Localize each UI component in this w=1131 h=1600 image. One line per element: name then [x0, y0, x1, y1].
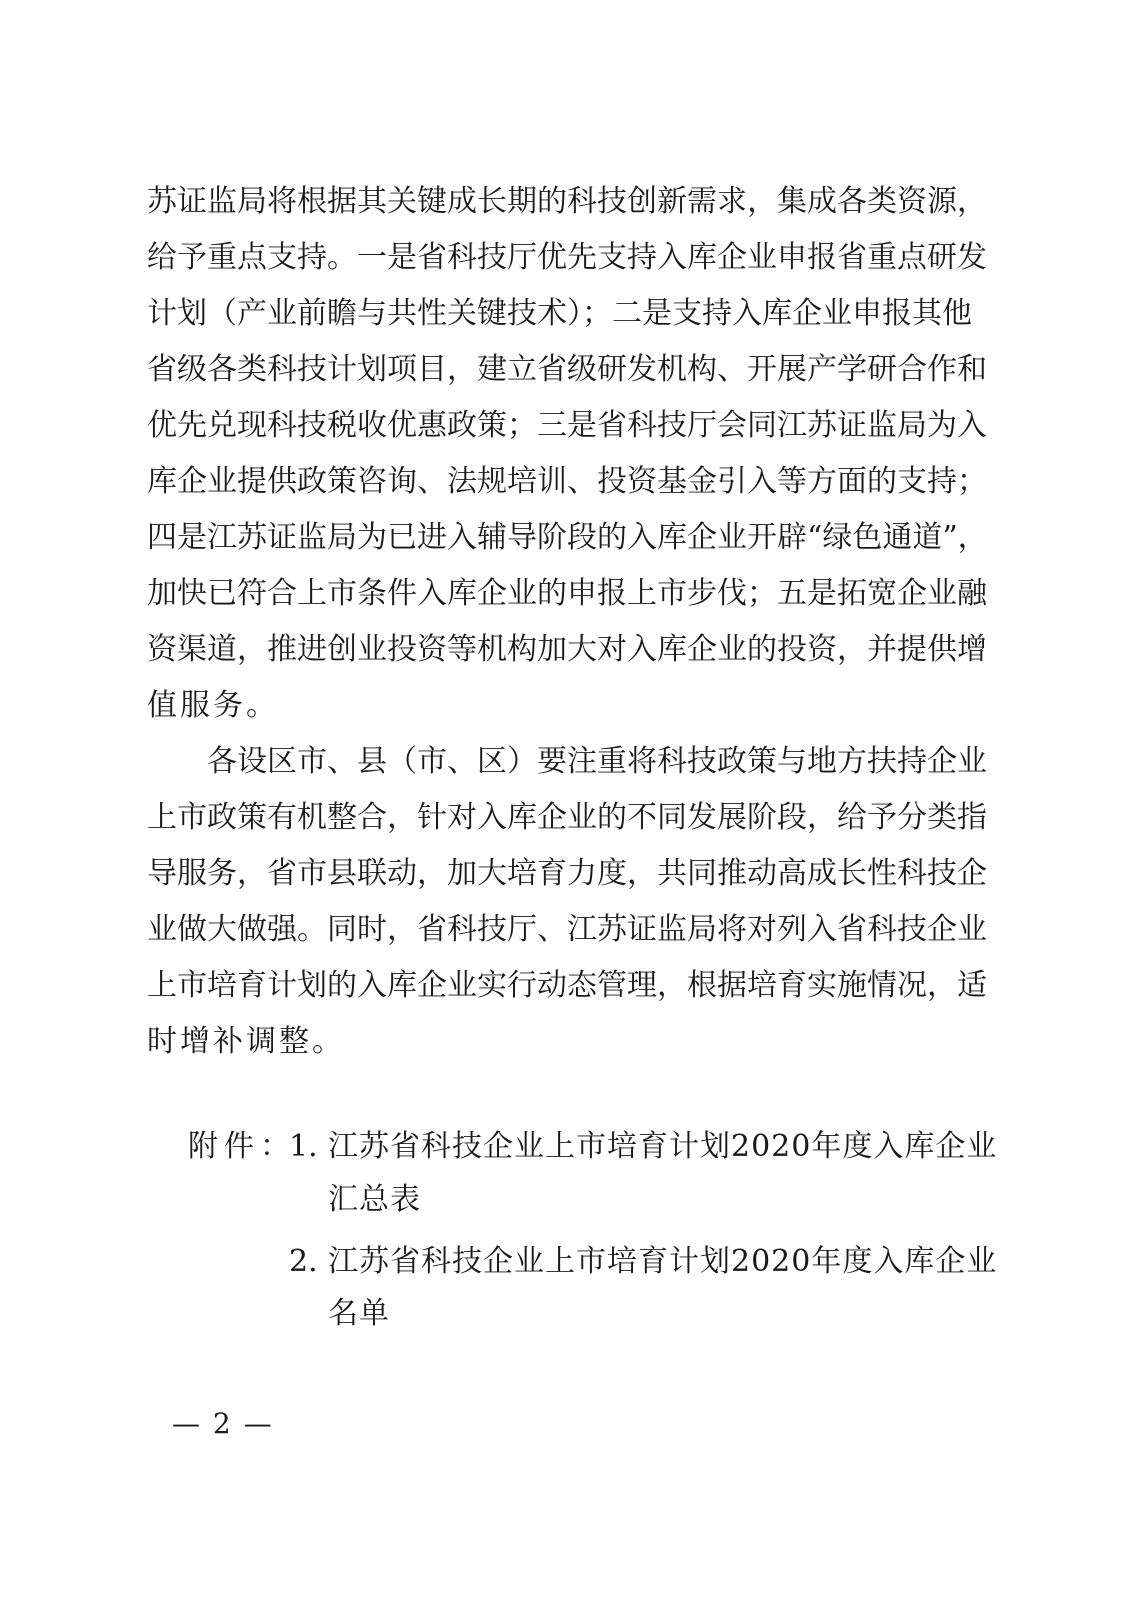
- attachment-number: 1.: [289, 1129, 318, 1164]
- text-line: 计划（产业前瞻与共性关键技术）；二是支持入库企业申报其他: [147, 296, 972, 331]
- text-line: 业做大做强。同时，省科技厅、江苏证监局将对列入省科技企业: [147, 912, 987, 947]
- attachment-title-line: 江苏省科技企业上市培育计划2020年度入库企业: [328, 1129, 998, 1164]
- text-line: 苏证监局将根据其关键成长期的科技创新需求，集成各类资源，: [147, 184, 987, 219]
- text-line: 省级各类科技计划项目，建立省级研发机构、开展产学研合作和: [147, 352, 987, 387]
- attachments-label: 附件：: [188, 1129, 296, 1164]
- text-line: 导服务，省市县联动，加大培育力度，共同推动高成长性科技企: [147, 856, 987, 891]
- text-line: 给予重点支持。一是省科技厅优先支持入库企业申报省重点研发: [147, 240, 987, 275]
- page-number: — 2 —: [172, 1407, 274, 1440]
- text-line: 优先兑现科技税收优惠政策；三是省科技厅会同江苏证监局为入: [147, 408, 987, 443]
- attachment-number: 2.: [289, 1244, 318, 1279]
- attachment-title-line: 名单: [328, 1296, 390, 1331]
- text-line: 上市政策有机整合，针对入库企业的不同发展阶段，给予分类指: [147, 800, 987, 835]
- attachment-title-line: 汇总表: [328, 1182, 421, 1217]
- attachment-title-line: 江苏省科技企业上市培育计划2020年度入库企业: [328, 1244, 998, 1279]
- text-line: 各设区市、县（市、区）要注重将科技政策与地方扶持企业: [207, 744, 987, 779]
- text-line: 四是江苏证监局为已进入辅导阶段的入库企业开辟“绿色通道”，: [147, 520, 988, 555]
- text-line: 库企业提供政策咨询、法规培训、投资基金引入等方面的支持；: [147, 464, 987, 499]
- text-line: 值服务。: [147, 688, 279, 723]
- text-line: 加快已符合上市条件入库企业的申报上市步伐；五是拓宽企业融: [147, 576, 987, 611]
- text-line: 时增补调整。: [147, 1024, 345, 1059]
- text-line: 上市培育计划的入库企业实行动态管理，根据培育实施情况，适: [147, 968, 987, 1003]
- text-line: 资渠道，推进创业投资等机构加大对入库企业的投资，并提供增: [147, 632, 987, 667]
